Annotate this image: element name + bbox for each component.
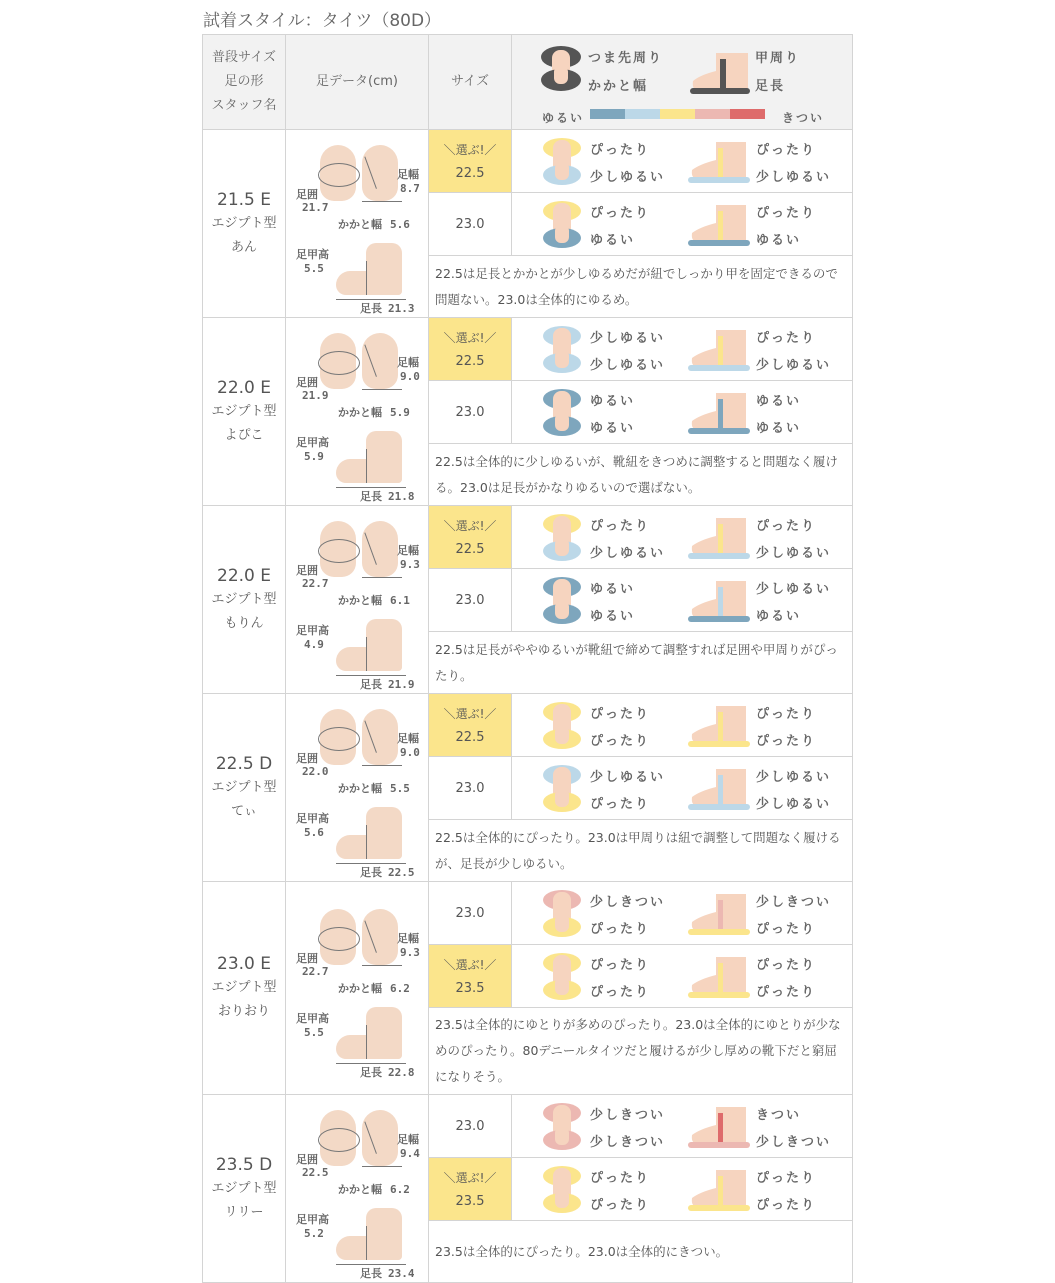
trial-size-cell [429,1095,512,1158]
toe-fit: 少しきつい [590,1108,666,1123]
legend-loose: ゆるい [542,111,585,125]
foot-top-photo [318,905,408,967]
comment: 22.5は足長とかかとが少しゆるめだが紐でしっかり甲を固定できるので問題ない。23.0は全体的にゆるめ。 [429,256,853,318]
toe-heel-fit-icon [542,385,582,439]
length-fit: ゆるい [756,421,802,436]
foot-side-photo [336,243,406,299]
toe-heel-fit-icon [542,573,582,627]
instep-fit: ぴったり [756,206,817,221]
heel-width-label: かかと幅 [338,217,382,231]
circ-value: 21.9 [302,388,329,402]
trial-size-cell [429,318,512,381]
toe-fit: ぴったり [590,206,651,221]
foot-side-photo [336,619,406,675]
length-fit: 少しゆるい [756,170,832,185]
heel-width-label: かかと幅 [338,593,382,607]
length-label: 足長 [360,301,382,315]
header-usual-size: 普段サイズ [212,50,276,65]
length-label: 足長 [360,1066,382,1079]
fit-result-cell [512,1158,853,1221]
foot-top-photo [318,517,408,579]
circ-value: 22.7 [302,965,329,978]
instep-length-fit-icon [688,1103,750,1151]
instep-length-fit-icon [688,326,750,374]
width-label: 足幅 [397,731,419,745]
toe-heel-fit-icon [542,134,582,188]
trial-size-cell [429,130,512,193]
trial-size-cell [429,694,512,757]
staff-name: もりん [224,615,264,631]
trial-size-cell [429,193,512,256]
chosen-tag: ＼選ぶ!／ [443,143,497,157]
legend-length: 足長 [755,79,786,94]
instep-length-fit-icon [688,577,750,625]
heel-width-value: 5.6 [390,217,410,231]
staff-row [203,1095,853,1158]
foot-data-cell [286,1095,429,1283]
fit-result-cell [512,506,853,569]
instep-fit: ぴったり [756,331,817,346]
staff-name: リリー [224,1204,264,1220]
toe-fit: ぴったり [590,707,651,722]
foot-data-cell [286,318,429,506]
toe-fit: ゆるい [590,394,636,409]
length-fit: ぴったり [756,985,817,1000]
width-value: 9.3 [400,946,420,959]
toe-heel-fit-icon [542,1162,582,1216]
heel-fit: ゆるい [590,233,636,248]
heel-width-label: かかと幅 [338,781,382,795]
fit-result-cell [512,694,853,757]
fit-result-cell [512,193,853,256]
instep-length-fit-icon [688,201,750,249]
trial-size-cell [429,506,512,569]
usual-size: 22.0 E [217,565,271,586]
header-staff [203,35,286,130]
fit-result-cell [512,130,853,193]
chosen-tag: ＼選ぶ!／ [443,331,497,345]
trial-size-cell [429,757,512,820]
staff-cell [203,694,286,882]
foot-top-photo [318,141,408,203]
circ-value: 22.7 [302,576,329,590]
toe-fit: 少しゆるい [590,770,666,785]
instep-fit: 少しゆるい [756,770,832,785]
toe-heel-fit-icon [542,197,582,251]
toe-fit: ぴったり [590,519,651,534]
circ-value: 22.0 [302,764,329,778]
length-fit: ゆるい [756,233,802,248]
header-row [203,35,853,130]
instep-fit: ゆるい [756,394,802,409]
trial-size-cell [429,381,512,444]
instep-length-fit-icon [688,514,750,562]
instep-label: 足甲高 [296,623,329,637]
scale-segment [695,109,730,119]
header-staff-name: スタッフ名 [211,98,277,113]
length-value: 22.5 [388,865,415,879]
width-label: 足幅 [397,1132,419,1146]
header-size: サイズ [429,35,512,130]
chosen-tag: ＼選ぶ!／ [443,958,497,972]
staff-cell [203,318,286,506]
instep-value: 5.9 [304,449,324,463]
fit-result-cell [512,757,853,820]
width-value: 9.3 [400,557,420,571]
heel-fit: 少しきつい [590,1135,666,1150]
length-value: 21.3 [388,301,415,315]
length-label: 足長 [360,489,382,503]
trial-size-cell [429,945,512,1008]
page-title: 試着スタイル：タイツ（80D） [203,11,442,31]
foot-shape: エジプト型 [211,980,277,995]
staff-cell [203,1095,286,1283]
header-foot-shape: 足の形 [224,74,264,89]
heel-width-label: かかと幅 [338,405,382,419]
staff-row [203,882,853,945]
foot-side-photo [336,1007,406,1063]
width-label: 足幅 [397,543,419,557]
instep-length-fit-icon [688,138,750,186]
circ-label: 足囲 [296,1152,318,1166]
heel-width-value: 5.9 [390,405,410,419]
heel-width-value: 6.2 [390,1182,410,1196]
scale-segment [730,109,765,119]
foot-side-photo [336,807,406,863]
foot-photos [286,507,429,693]
toe-heel-fit-icon [542,1099,582,1153]
heel-width-value: 6.1 [390,593,410,607]
scale-segment [590,109,625,119]
trial-size: 23.0 [455,592,485,608]
legend-heel: かかと幅 [588,79,649,94]
legend-tight: きつい [782,111,825,125]
trial-size: 23.5 [455,981,485,996]
instep-label: 足甲高 [296,1212,329,1226]
toe-heel-fit-icon [542,322,582,376]
width-value: 9.0 [400,745,420,759]
staff-row [203,694,853,757]
toe-heel-fit-icon [542,886,582,940]
toe-fit: ぴったり [590,1171,651,1186]
legend [512,35,853,130]
heel-fit: 少しゆるい [590,358,666,373]
foot-photos [286,895,429,1081]
heel-fit: 少しゆるい [590,170,666,185]
toe-heel-legend-icon [540,44,582,92]
foot-data-cell [286,506,429,694]
staff-cell [203,130,286,318]
staff-name: おりおり [217,1004,270,1019]
instep-label: 足甲高 [296,811,329,825]
length-fit: 少しゆるい [756,358,832,373]
instep-value: 5.2 [304,1226,324,1240]
length-fit: ぴったり [756,734,817,749]
length-value: 23.4 [388,1266,415,1280]
header-foot-data: 足データ(cm) [286,35,429,130]
foot-shape: エジプト型 [211,779,277,795]
toe-fit: ぴったり [590,143,651,158]
chosen-tag: ＼選ぶ!／ [443,519,497,533]
heel-fit: ぴったり [590,1198,651,1213]
instep-label: 足甲高 [296,435,329,449]
foot-photos [286,319,429,505]
staff-name: てぃ [231,803,257,819]
length-fit: ゆるい [756,609,802,624]
length-label: 足長 [360,1266,382,1280]
staff-cell [203,506,286,694]
foot-shape: エジプト型 [211,1180,277,1196]
heel-fit: ゆるい [590,421,636,436]
width-value: 9.0 [400,369,420,383]
foot-shape: エジプト型 [211,591,277,607]
comment: 23.5は全体的にぴったり。23.0は全体的にきつい。 [429,1221,853,1283]
instep-length-fit-icon [688,953,750,1001]
circ-label: 足囲 [296,375,318,389]
instep-value: 5.5 [304,261,324,275]
trial-size-cell [429,1158,512,1221]
staff-row [203,130,853,193]
instep-length-legend-icon [690,51,750,95]
chosen-tag: ＼選ぶ!／ [443,1171,497,1185]
heel-fit: 少しゆるい [590,546,666,561]
comment: 22.5は足長がややゆるいが靴紐で締めて調整すれば足囲や甲周りがぴったり。 [429,632,853,694]
circ-label: 足囲 [296,751,318,765]
heel-fit: ゆるい [590,609,636,624]
comment: 22.5は全体的に少しゆるいが、靴紐をきつめに調整すると問題なく履ける。23.0は足長がかなりゆるいので選ばない。 [429,444,853,506]
usual-size: 23.0 E [217,954,271,974]
scale-segment [625,109,660,119]
circ-label: 足囲 [296,952,318,965]
length-value: 22.8 [388,1066,415,1079]
heel-width-label: かかと幅 [338,1182,382,1196]
instep-fit: ぴったり [756,143,817,158]
instep-length-fit-icon [688,1166,750,1214]
circ-label: 足囲 [296,187,318,201]
toe-fit: ゆるい [590,582,636,597]
length-fit: 少しきつい [756,1135,832,1150]
trial-size: 23.0 [455,216,485,232]
instep-fit: 少しきつい [756,895,832,910]
width-label: 足幅 [397,167,419,181]
width-value: 8.7 [400,181,420,195]
instep-fit: ぴったり [756,707,817,722]
staff-row [203,318,853,381]
toe-heel-fit-icon [542,949,582,1003]
comment: 22.5は全体的にぴったり。23.0は甲周りは紐で調整して問題なく履けるが、足長が少しゆるい。 [429,820,853,882]
usual-size: 22.0 E [217,377,271,398]
foot-side-photo [336,1208,406,1264]
fit-result-cell [512,1095,853,1158]
instep-value: 4.9 [304,637,324,651]
trial-size: 22.5 [455,542,485,557]
foot-photos [286,1096,429,1282]
toe-heel-fit-icon [542,761,582,815]
foot-shape: エジプト型 [211,215,277,231]
heel-width-label: かかと幅 [338,982,382,995]
foot-data-cell [286,694,429,882]
width-label: 足幅 [397,355,419,369]
length-value: 21.9 [388,677,415,691]
width-value: 9.4 [400,1146,420,1160]
foot-top-photo [318,705,408,767]
foot-top-photo [318,1106,408,1168]
heel-fit: ぴったり [590,734,651,749]
instep-fit: ぴったり [756,1171,817,1186]
usual-size: 21.5 E [217,189,271,210]
length-fit: ぴったり [756,1198,817,1213]
instep-fit: きつい [756,1108,802,1123]
foot-data-cell [286,882,429,1095]
foot-top-photo [318,329,408,391]
trial-size: 22.5 [455,166,485,181]
heel-fit: ぴったり [590,797,651,812]
trial-size: 22.5 [455,354,485,369]
comment: 23.5は全体的にゆとりが多めのぴったり。23.0は全体的にゆとりが少なめのぴったり。80デニールタイツだと履けるが少し厚めの靴下だと窮屈になりそう。 [429,1008,853,1095]
heel-width-value: 6.2 [390,982,410,995]
toe-fit: 少しゆるい [590,331,666,346]
instep-fit: 少しゆるい [756,582,832,597]
fitting-table [202,34,853,1283]
circ-label: 足囲 [296,563,318,577]
fit-result-cell [512,318,853,381]
staff-row [203,506,853,569]
toe-heel-fit-icon [542,698,582,752]
trial-size: 23.0 [455,404,485,420]
instep-length-fit-icon [688,765,750,813]
instep-fit: ぴったり [756,519,817,534]
fit-result-cell [512,882,853,945]
toe-heel-fit-icon [542,510,582,564]
length-value: 21.8 [388,489,415,503]
heel-fit: ぴったり [590,985,651,1000]
trial-size: 23.0 [455,1118,485,1134]
fit-result-cell [512,945,853,1008]
usual-size: 23.5 D [215,1154,273,1175]
foot-photos [286,131,429,317]
staff-cell [203,882,286,1095]
instep-value: 5.6 [304,825,324,839]
foot-data-cell [286,130,429,318]
instep-length-fit-icon [688,389,750,437]
chosen-tag: ＼選ぶ!／ [443,707,497,721]
scale-segment [660,109,695,119]
length-fit: 少しゆるい [756,797,832,812]
fit-result-cell [512,569,853,632]
instep-length-fit-icon [688,890,750,938]
staff-name: あん [230,239,257,255]
instep-value: 5.5 [304,1026,324,1039]
foot-photos [286,695,429,881]
foot-shape: エジプト型 [211,403,277,419]
toe-fit: 少しきつい [590,895,666,910]
length-label: 足長 [360,865,382,879]
usual-size: 22.5 D [215,753,273,774]
trial-size: 23.0 [455,905,485,921]
instep-label: 足甲高 [296,1012,329,1025]
legend-toe: つま先周り [588,51,664,66]
toe-fit: ぴったり [590,958,651,973]
length-fit: ぴったり [756,922,817,937]
trial-size-cell [429,569,512,632]
circ-value: 22.5 [302,1165,329,1179]
width-label: 足幅 [397,932,419,945]
length-fit: 少しゆるい [756,546,832,561]
heel-width-value: 5.5 [390,781,410,795]
trial-size: 23.0 [455,780,485,796]
heel-fit: ぴったり [590,922,651,937]
instep-fit: ぴったり [756,958,817,973]
staff-name: よぴこ [224,427,264,443]
instep-label: 足甲高 [296,247,329,261]
legend-instep: 甲周り [755,51,801,66]
circ-value: 21.7 [302,200,329,214]
instep-length-fit-icon [688,702,750,750]
fit-result-cell [512,381,853,444]
length-label: 足長 [360,677,382,691]
trial-size: 23.5 [455,1194,485,1209]
foot-side-photo [336,431,406,487]
trial-size-cell [429,882,512,945]
trial-size: 22.5 [455,730,485,745]
